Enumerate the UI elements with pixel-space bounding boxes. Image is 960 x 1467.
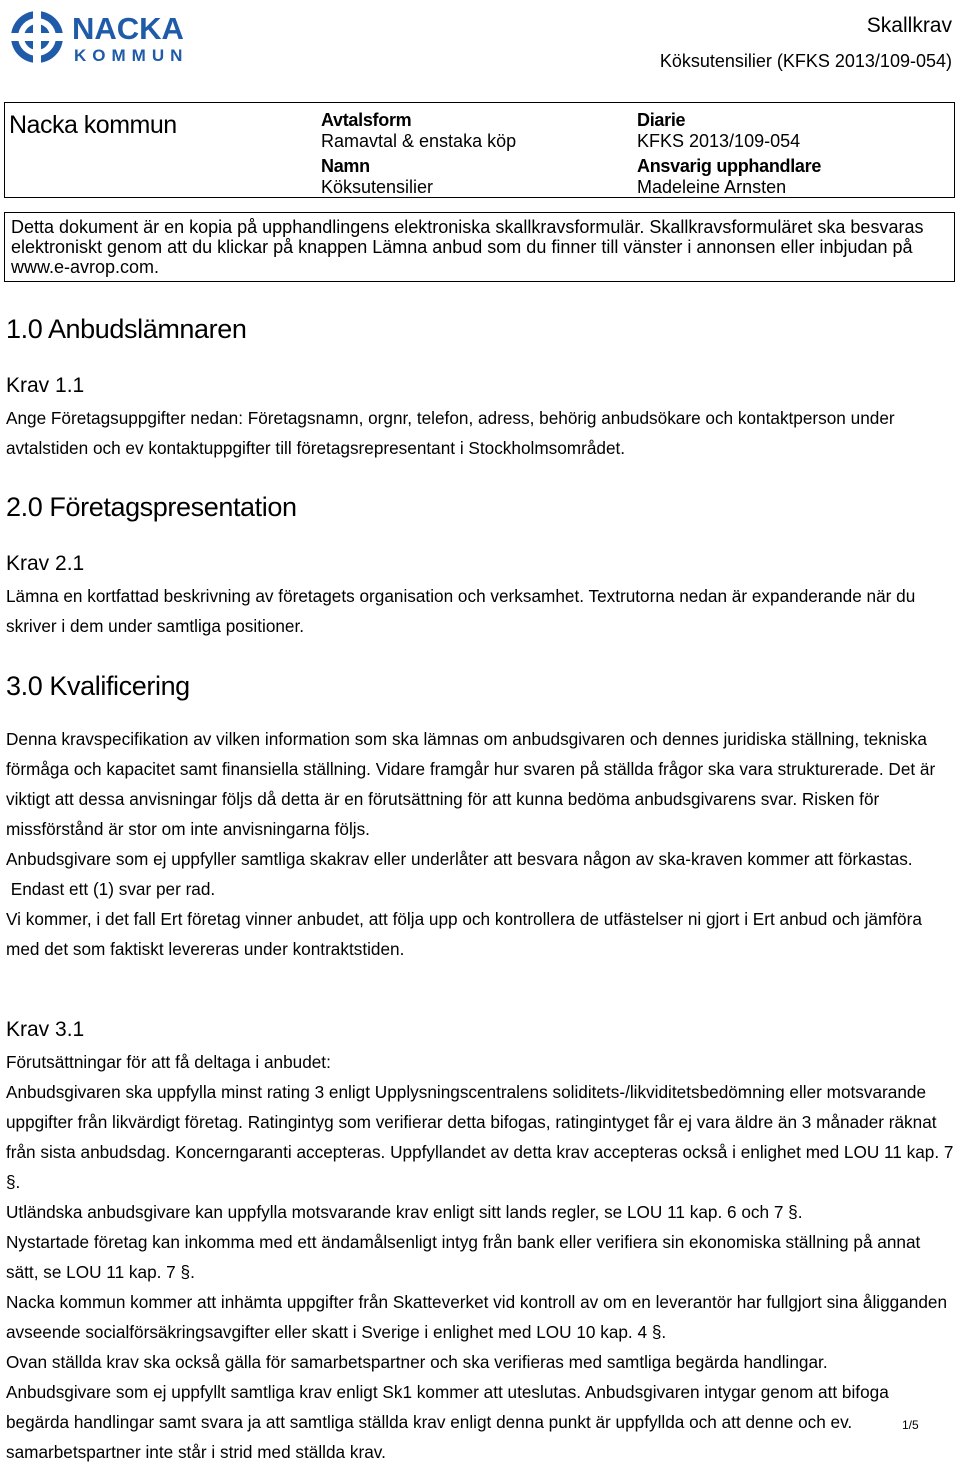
page-number: 1/5 <box>902 1418 919 1432</box>
section-heading-1: 1.0 Anbudslämnaren <box>6 314 247 344</box>
avtalsform-value: Ramavtal & enstaka köp <box>321 131 517 151</box>
diarie-cell <box>637 110 800 152</box>
diarie-label: Diarie <box>637 110 686 130</box>
namn-label: Namn <box>321 156 370 176</box>
svg-text:NACKA: NACKA <box>72 11 184 46</box>
krav-2-1-text: Lämna en kortfattad beskrivning av företagets organisation och verksamhet. Textrutorna nedan är expanderande när du skriver i dem under samtliga positioner. <box>6 586 916 636</box>
section-3-paragraph: Endast ett (1) svar per rad. <box>6 879 216 899</box>
avtalsform-label: Avtalsform <box>321 110 412 130</box>
krav-3-1-paragraph: Nystartade företag kan inkomma med ett ändamålsenligt intyg från bank eller verifiera sin ekonomiska ställning på annat sätt, se LOU 11 kap. 7 §. <box>6 1232 921 1282</box>
krav-3-1-paragraph: Nacka kommun kommer att inhämta uppgifter från Skatteverket vid kontroll av om en leverantör har fullgjort sina åligganden avseende socialförsäkringsavgifter eller skatt i Sverige i enlighet med LOU 10 kap. 4 §. <box>6 1292 947 1342</box>
section-3-paragraph: Anbudsgivare som ej uppfyller samtliga skakrav eller underlåter att besvara någon av ska-kraven kommer att förkastas. <box>6 849 913 869</box>
document-type: Skallkrav <box>866 14 952 37</box>
krav-3-1-heading: Krav 3.1 <box>6 1018 85 1041</box>
krav-3-1-body <box>6 1047 956 1467</box>
krav-1-1-text: Ange Företagsuppgifter nedan: Företagsnamn, orgnr, telefon, adress, behörig anbudsökare och kontaktperson under avtalstiden och ev kontaktuppgifter till företagsrepresentant i Stockholmsområdet. <box>6 408 895 458</box>
section-heading-3: 3.0 Kvalificering <box>6 671 190 701</box>
nacka-logo <box>8 6 208 68</box>
krav-3-1-paragraph: Förutsättningar för att få deltaga i anbudet: <box>6 1052 331 1072</box>
section-3-paragraph: Vi kommer, i det fall Ert företag vinner anbudet, att följa upp och kontrollera de utfästelser ni gjort i Ert anbud och jämföra med det som faktiskt levereras under kontraktstiden. <box>6 909 922 959</box>
document-reference: Köksutensilier (KFKS 2013/109-054) <box>659 51 952 71</box>
krav-2-1-heading: Krav 2.1 <box>6 552 85 575</box>
ansvarig-label: Ansvarig upphandlare <box>637 156 822 176</box>
krav-3-1-paragraph: Anbudsgivare som ej uppfyllt samtliga krav enligt Sk1 kommer att uteslutas. Anbudsgivaren intygar genom att bifoga begärda handlingar samt svara ja att samtliga ställda krav enligt denna punkt är uppfyllda och att denne och ev. samarbetspartner inte står i strid med ställda krav. <box>6 1382 889 1462</box>
notice-box: Detta dokument är en kopia på upphandlingens elektroniska skallkravsformulär. Skallkravsformuläret ska besvaras elektroniskt genom att du klickar på knappen Lämna anbud som du finner till vänster i annonsen eller inbjudan på www.e-avrop.com. <box>4 212 955 282</box>
ansvarig-value: Madeleine Arnsten <box>637 177 787 197</box>
section-heading-2: 2.0 Företagspresentation <box>6 492 297 522</box>
krav-3-1-paragraph: Ovan ställda krav ska också gälla för samarbetspartner och ska verifieras med samtliga begärda handlingar. <box>6 1352 828 1372</box>
section-3-body <box>6 724 956 964</box>
svg-text:KOMMUN: KOMMUN <box>74 46 189 65</box>
avtalsform-cell <box>321 110 516 152</box>
ansvarig-cell <box>637 156 821 198</box>
section-3-paragraph: Denna kravspecifikation av vilken information som ska lämnas om anbudsgivaren och dennes juridiska ställning, tekniska förmåga och kapacitet samt finansiella ställning. Vidare framgår hur svaren på ställda frågor ska vara strukturerade. Det är viktigt att dessa anvisningar följs då detta är en förutsättning för att kunna bedöma anbudsgivarens svar. Risken för missförstånd är stor om inte anvisningarna följs. <box>6 729 936 839</box>
krav-3-1-paragraph: Utländska anbudsgivare kan uppfylla motsvarande krav enligt sitt lands regler, se LOU 11 kap. 6 och 7 §. <box>6 1202 803 1222</box>
procurement-info-box <box>4 102 955 198</box>
organization-name: Nacka kommun <box>9 111 177 139</box>
diarie-value: KFKS 2013/109-054 <box>637 131 801 151</box>
namn-cell <box>321 156 433 198</box>
krav-3-1-paragraph: Anbudsgivaren ska uppfylla minst rating 3 enligt Upplysningscentralens soliditets-/likviditetsbedömning eller motsvarande uppgifter från likvärdigt företag. Ratingintyg som verifierar detta bifogas, ratingintyget får ej vara äldre än 3 månader räknat från sista anbudsdag. Koncerngaranti accepteras. Uppfyllandet av detta krav accepteras också i enlighet med LOU 11 kap. 7 §. <box>6 1082 954 1192</box>
namn-value: Köksutensilier <box>321 177 434 197</box>
krav-1-1-heading: Krav 1.1 <box>6 374 85 397</box>
